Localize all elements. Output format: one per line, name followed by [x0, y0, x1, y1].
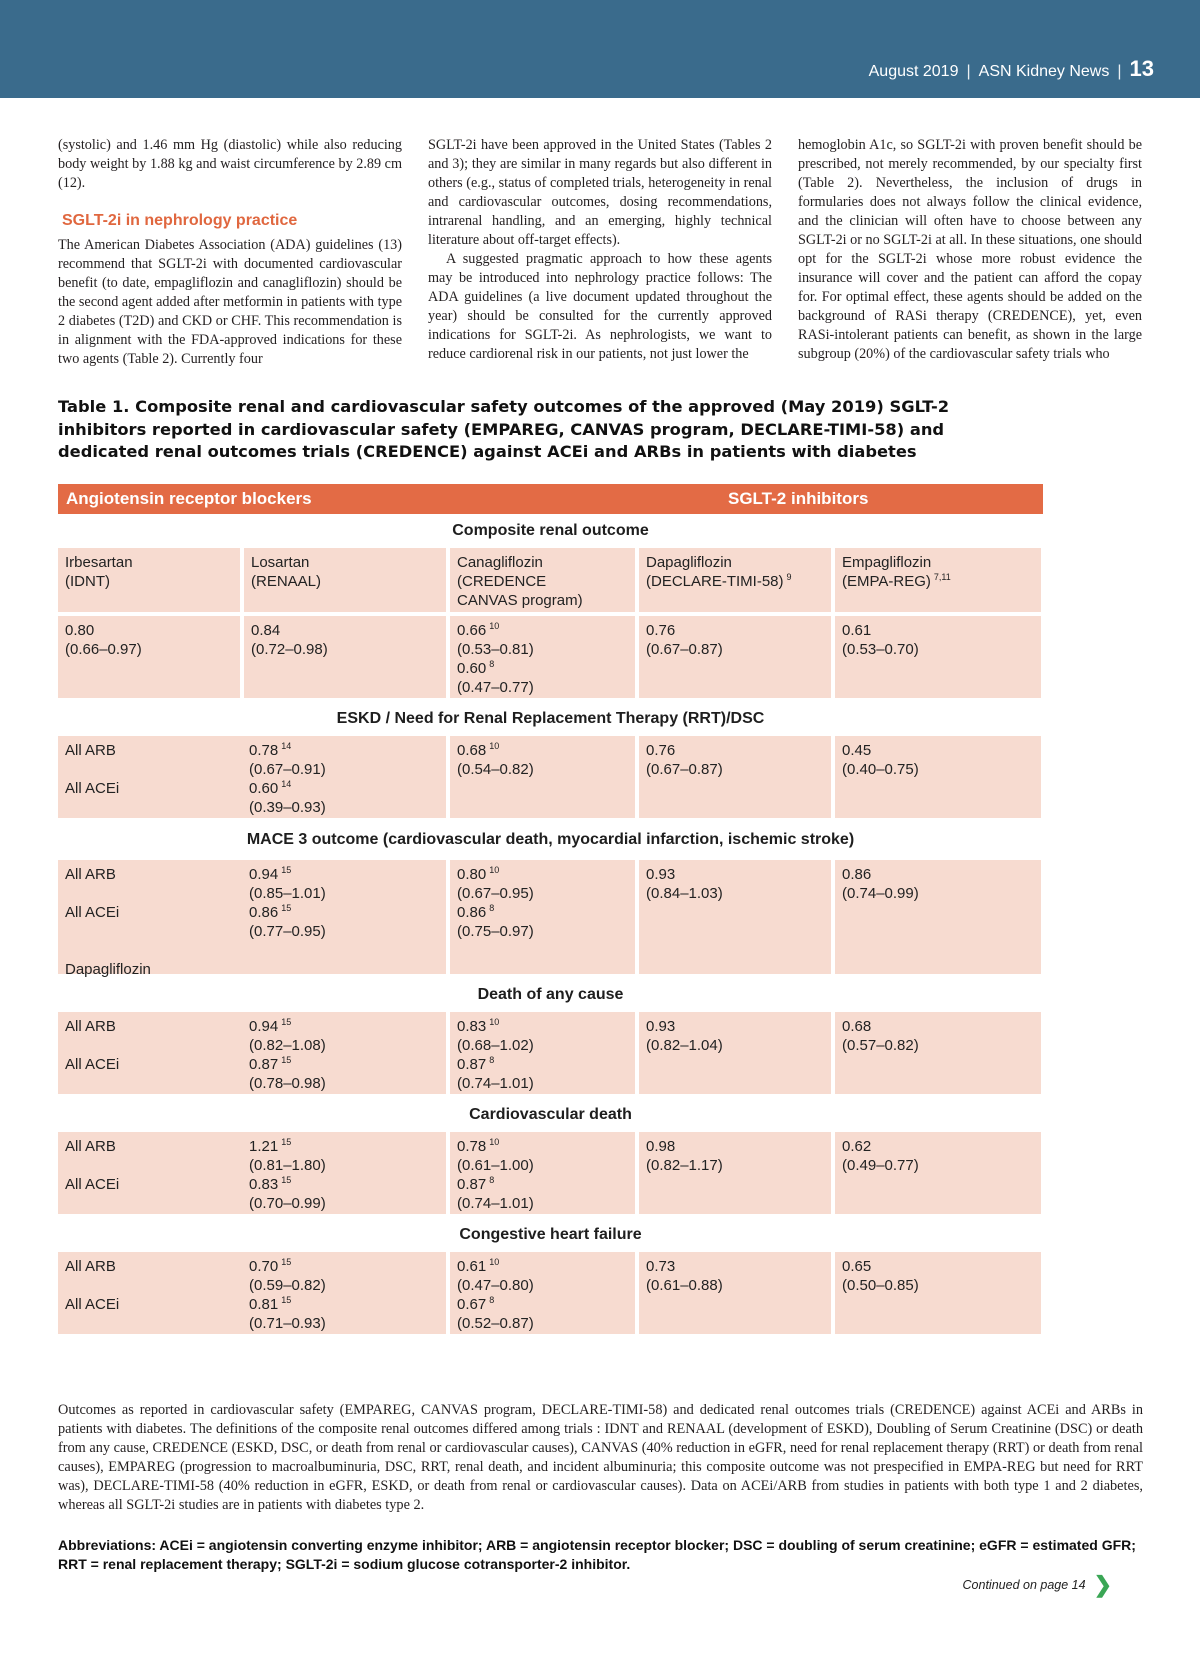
table-cell [639, 548, 831, 612]
continued-link[interactable] [962, 1572, 1112, 1597]
hazard-ratio: 0.86 [842, 866, 872, 883]
confidence-interval: (0.49–0.77) [842, 1157, 919, 1174]
row-label: All ARB [65, 1018, 116, 1035]
reference: 10 [489, 1017, 500, 1027]
reference: 7,11 [933, 572, 951, 582]
article-columns [58, 136, 1143, 368]
row-label: All ACEi [65, 904, 120, 921]
hazard-ratio: 0.84 [251, 622, 281, 639]
section-title: Composite renal outcome [452, 522, 649, 539]
hazard-ratio: 0.65 [842, 1258, 872, 1275]
section-title: Death of any cause [477, 986, 624, 1003]
confidence-interval: (0.67–0.87) [646, 641, 723, 658]
confidence-interval: (0.61–0.88) [646, 1277, 723, 1294]
table-cell [450, 616, 635, 698]
reference: 8 [489, 1175, 495, 1185]
confidence-interval: (0.47–0.77) [457, 679, 534, 696]
reference: 15 [281, 1257, 292, 1267]
confidence-interval: (0.67–0.87) [646, 761, 723, 778]
hazard-ratio: 0.94 [249, 1018, 279, 1035]
hazard-ratio: 0.45 [842, 742, 872, 759]
confidence-interval: (0.66–0.97) [65, 641, 142, 658]
table-cell [58, 548, 240, 612]
confidence-interval: (0.53–0.70) [842, 641, 919, 658]
section-title: ESKD / Need for Renal Replacement Therapy (RRT)/DSC [336, 710, 765, 727]
header-arb: Angiotensin receptor blockers [66, 489, 312, 508]
article-column-2 [428, 136, 772, 368]
reference: 15 [281, 1175, 292, 1185]
confidence-interval: (0.47–0.80) [457, 1277, 534, 1294]
section-heading: SGLT-2i in nephrology practice [62, 212, 298, 229]
hazard-ratio: 0.68 [457, 742, 487, 759]
drug-name: Losartan [251, 554, 310, 571]
hazard-ratio: 0.86 [457, 904, 487, 921]
confidence-interval: (0.54–0.82) [457, 761, 534, 778]
confidence-interval: (0.77–0.95) [249, 923, 326, 940]
table-cell [244, 616, 446, 698]
confidence-interval: (0.61–1.00) [457, 1157, 534, 1174]
chevron-right-icon: ❯ [1093, 1572, 1112, 1597]
confidence-interval: (0.82–1.04) [646, 1037, 723, 1054]
table-cell [244, 548, 446, 612]
confidence-interval: (0.53–0.81) [457, 641, 534, 658]
hazard-ratio: 0.81 [249, 1296, 279, 1313]
hazard-ratio: 0.67 [457, 1296, 487, 1313]
hazard-ratio: 0.98 [646, 1138, 676, 1155]
trial-name: (RENAAL) [251, 573, 322, 590]
row-label: All ACEi [65, 1176, 120, 1193]
publication-name: ASN Kidney News [978, 63, 1110, 80]
table-cell [58, 1012, 446, 1094]
reference: 14 [281, 741, 292, 751]
table-cell [58, 736, 446, 818]
table-cell [639, 860, 831, 974]
confidence-interval: (0.52–0.87) [457, 1315, 534, 1332]
confidence-interval: (0.57–0.82) [842, 1037, 919, 1054]
row-label: All ACEi [65, 1056, 120, 1073]
paragraph: hemoglobin A1c, so SGLT-2i with proven benefit should be prescribed, not merely recommended, by our specialty first (Table 2). Nevertheless, the inclusion of drugs in formularies does not always follow the clinical evidence, and the clinician will often have to choose between any SGLT-2i or no SGLT-2i at all. In these situations, one should opt for the SGLT-2i whose more robust evidence the insurance will cover and the patient can afford the copay for. For optimal effect, these agents should be added on the background of RASi therapy (CREDENCE), yet, even RASi-intolerant patients can benefit, as shown in the large subgroup (20%) of the cardiovascular safety trials who [798, 137, 1142, 362]
table-cell [639, 1252, 831, 1334]
drug-name: Dapagliflozin [646, 554, 732, 571]
table-cell [639, 1132, 831, 1214]
reference: 8 [489, 659, 495, 669]
confidence-interval: (0.67–0.95) [457, 885, 534, 902]
table-cell [58, 616, 240, 698]
table-row [58, 548, 1043, 612]
page-number: 13 [1129, 56, 1154, 81]
table-cell [58, 1132, 446, 1214]
table-cell [639, 736, 831, 818]
reference: 8 [489, 1295, 495, 1305]
confidence-interval: (0.85–1.01) [249, 885, 326, 902]
reference: 8 [489, 1055, 495, 1065]
article-column-1 [58, 136, 402, 368]
confidence-interval: (0.82–1.08) [249, 1037, 326, 1054]
table-cell [835, 736, 1041, 818]
confidence-interval: (0.74–1.01) [457, 1195, 534, 1212]
table-cell [58, 860, 446, 978]
table-cell [450, 1012, 635, 1094]
header-bar [0, 0, 1200, 98]
table-cell [450, 736, 635, 818]
table-row [58, 860, 1043, 978]
hazard-ratio: 0.83 [249, 1176, 279, 1193]
confidence-interval: (0.39–0.93) [249, 799, 326, 816]
reference: 15 [281, 865, 292, 875]
hazard-ratio: 0.93 [646, 1018, 676, 1035]
trial-name: (IDNT) [65, 573, 110, 590]
paragraph: SGLT-2i have been approved in the United States (Tables 2 and 3); they are similar in many regards but also different in others (e.g., status of completed trials, heterogeneity in renal and cardiovascular outcomes, dosing recommendations, intrarenal handling, and an emerging, highly technical literature about off-target effects). [428, 137, 772, 248]
hazard-ratio: 0.70 [249, 1258, 279, 1275]
row-label: All ARB [65, 1258, 116, 1275]
row-label: All ARB [65, 866, 116, 883]
confidence-interval: (0.74–1.01) [457, 1075, 534, 1092]
table-cell [58, 1252, 446, 1334]
hazard-ratio: 0.87 [249, 1056, 279, 1073]
reference: 15 [281, 1055, 292, 1065]
confidence-interval: (0.81–1.80) [249, 1157, 326, 1174]
confidence-interval: (0.82–1.17) [646, 1157, 723, 1174]
reference: 10 [489, 621, 500, 631]
issue-date: August 2019 [868, 63, 959, 80]
drug-name: Irbesartan [65, 554, 133, 571]
trial-name: CANVAS program) [457, 592, 583, 609]
table-cell [835, 548, 1041, 612]
reference: 15 [281, 1017, 292, 1027]
row-label: All ARB [65, 1138, 116, 1155]
hazard-ratio: 0.80 [457, 866, 487, 883]
table-cell [450, 1132, 635, 1214]
table-cell [450, 548, 635, 612]
confidence-interval: (0.68–1.02) [457, 1037, 534, 1054]
article-column-3 [798, 136, 1142, 368]
trial-name: (EMPA-REG) [842, 573, 931, 590]
hazard-ratio: 0.78 [249, 742, 279, 759]
table-cell [835, 1252, 1041, 1334]
trial-name: (CREDENCE [457, 573, 547, 590]
continued-label: Continued on page 14 [962, 1578, 1086, 1592]
reference: 10 [489, 741, 500, 751]
table-row [58, 1012, 1043, 1094]
hazard-ratio: 0.73 [646, 1258, 676, 1275]
confidence-interval: (0.84–1.03) [646, 885, 723, 902]
divider: | [966, 63, 971, 80]
hazard-ratio: 0.61 [842, 622, 872, 639]
confidence-interval: (0.70–0.99) [249, 1195, 326, 1212]
table-row [58, 736, 1043, 818]
table-cell [450, 860, 635, 974]
reference: 10 [489, 865, 500, 875]
hazard-ratio: 0.76 [646, 622, 676, 639]
hazard-ratio: 0.80 [65, 622, 95, 639]
paragraph: A suggested pragmatic approach to how these agents may be introduced into nephrology practice follows: The ADA guidelines (a live document updated throughout the year) should be consulted for the currently approved indications for SGLT-2i. As nephrologists, we want to reduce cardiorenal risk in our patients, not just lower the [428, 251, 772, 362]
masthead [869, 56, 1154, 82]
reference: 10 [489, 1137, 500, 1147]
table-row [58, 1132, 1043, 1214]
reference: 15 [281, 1137, 292, 1147]
row-label: All ARB [65, 742, 116, 759]
drug-name: Empagliflozin [842, 554, 932, 571]
reference: 14 [281, 779, 292, 789]
hazard-ratio: 0.94 [249, 866, 279, 883]
hazard-ratio: 0.60 [249, 780, 279, 797]
section-title: Cardiovascular death [469, 1106, 632, 1123]
reference: 8 [489, 903, 495, 913]
confidence-interval: (0.59–0.82) [249, 1277, 326, 1294]
hazard-ratio: 0.87 [457, 1176, 487, 1193]
confidence-interval: (0.72–0.98) [251, 641, 328, 658]
table-cell [450, 1252, 635, 1334]
confidence-interval: (0.50–0.85) [842, 1277, 919, 1294]
hazard-ratio: 0.86 [249, 904, 279, 921]
confidence-interval: (0.75–0.97) [457, 923, 534, 940]
table-cell [835, 860, 1041, 974]
confidence-interval: (0.40–0.75) [842, 761, 919, 778]
section-title: MACE 3 outcome (cardiovascular death, myocardial infarction, ischemic stroke) [246, 831, 855, 848]
table-cell [639, 616, 831, 698]
drug-name: Canagliflozin [457, 554, 543, 571]
table-row [58, 616, 1043, 698]
table-footnote: Outcomes as reported in cardiovascular safety (EMPAREG, CANVAS program, DECLARE-TIMI-58) and dedicated renal outcomes trials (CREDENCE) against ACEi and ARBs in patients with diabetes. The definitions of the composite renal outcomes differed among trials : IDNT and RENAAL (development of ESKD), Doubling of Serum Creatinine (DSC) or death from any cause, CREDENCE (ESKD, DSC, or death from renal or cardiovascular causes), CANVAS (40% reduction in eGFR, need for renal replacement therapy (RRT) or death from renal causes), EMPAREG (progression to macroalbuminuria, DSC, RRT, renal death, and incident albuminuria; this composite outcome was not prespecified in EMPA-REG but need for RRT was), DECLARE-TIMI-58 (40% reduction in eGFR, ESKD, or death from renal or cardiovascular causes). Data on ACEi/ARB from studies in patients with both type 1 and 2 diabetes, whereas all SGLT-2i studies are in patients with diabetes type 2. [58, 1402, 1143, 1513]
hazard-ratio: 0.60 [457, 660, 487, 677]
outcomes-table [58, 484, 1043, 1338]
hazard-ratio: 0.76 [646, 742, 676, 759]
row-label: All ACEi [65, 1296, 120, 1313]
table-cell [835, 1012, 1041, 1094]
row-label: Dapagliflozin [65, 961, 151, 978]
confidence-interval: (0.71–0.93) [249, 1315, 326, 1332]
table-cell [835, 1132, 1041, 1214]
paragraph: The American Diabetes Association (ADA) guidelines (13) recommend that SGLT-2i with documented cardiovascular benefit (to date, empagliflozin and canagliflozin) should be the second agent added after metformin in patients with type 2 diabetes (T2D) and CKD or CHF. This recommendation is in alignment with the FDA-approved indications for these two agents (Table 2). Currently four [58, 237, 402, 367]
hazard-ratio: 0.66 [457, 622, 487, 639]
row-label: All ACEi [65, 780, 120, 797]
trial-name: (DECLARE-TIMI-58) [646, 573, 784, 590]
confidence-interval: (0.74–0.99) [842, 885, 919, 902]
header-sglt2: SGLT-2 inhibitors [728, 489, 869, 508]
table-cell [639, 1012, 831, 1094]
hazard-ratio: 0.78 [457, 1138, 487, 1155]
section-title: Congestive heart failure [459, 1226, 642, 1243]
reference: 15 [281, 903, 292, 913]
table-caption: Table 1. Composite renal and cardiovascular safety outcomes of the approved (May 2019) SGLT-2 inhibitors reported in cardiovascular safety (EMPAREG, CANVAS program, DECLARE-TIMI-58) and dedicated renal outcomes trials (CREDENCE) against ACEi and ARBs in patients with diabetes [58, 397, 950, 461]
abbreviations: Abbreviations: ACEi = angiotensin converting enzyme inhibitor; ARB = angiotensin receptor blocker; DSC = doubling of serum creatinine; eGFR = estimated GFR; RRT = renal replacement therapy; SGLT-2i = sodium glucose cotransporter-2 inhibitor. [58, 1537, 1136, 1572]
hazard-ratio: 0.62 [842, 1138, 872, 1155]
hazard-ratio: 1.21 [249, 1138, 279, 1155]
table-header-bar [58, 484, 1043, 514]
reference: 9 [786, 572, 792, 582]
table-row [58, 1252, 1043, 1334]
hazard-ratio: 0.87 [457, 1056, 487, 1073]
hazard-ratio: 0.93 [646, 866, 676, 883]
table-cell [835, 616, 1041, 698]
confidence-interval: (0.78–0.98) [249, 1075, 326, 1092]
hazard-ratio: 0.83 [457, 1018, 487, 1035]
reference: 15 [281, 1295, 292, 1305]
reference: 10 [489, 1257, 500, 1267]
divider: | [1117, 63, 1122, 80]
paragraph: (systolic) and 1.46 mm Hg (diastolic) while also reducing body weight by 1.88 kg and waist circumference by 2.89 cm (12). [58, 137, 402, 191]
hazard-ratio: 0.61 [457, 1258, 487, 1275]
confidence-interval: (0.67–0.91) [249, 761, 326, 778]
hazard-ratio: 0.68 [842, 1018, 872, 1035]
